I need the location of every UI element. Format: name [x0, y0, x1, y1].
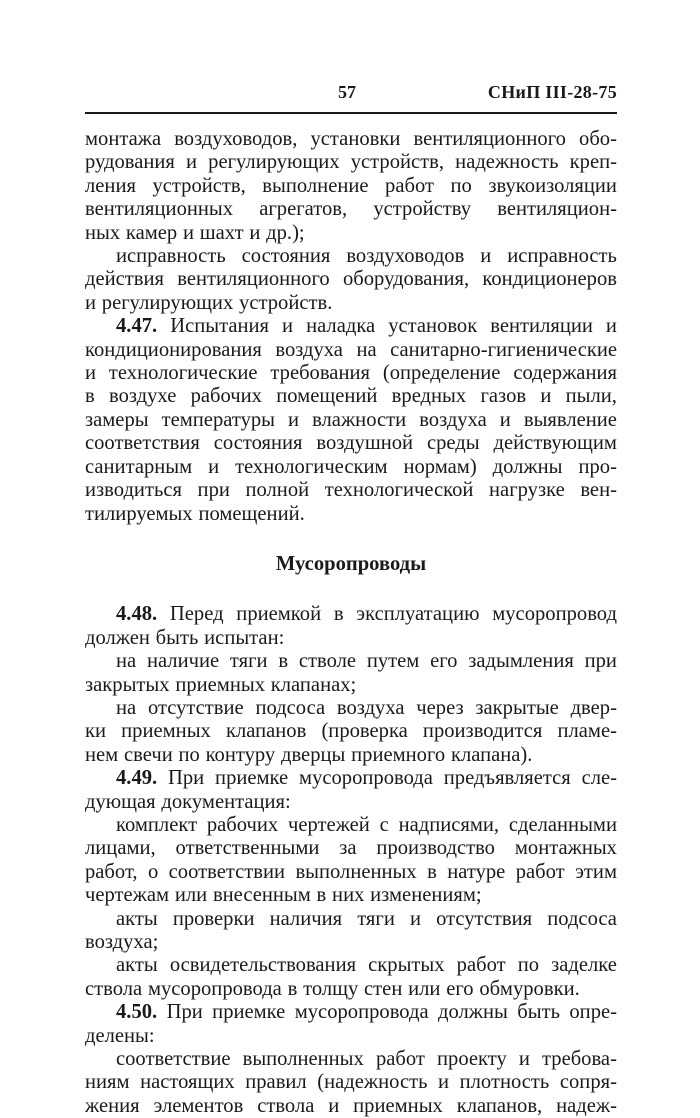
text-line: изводиться при полной технологической нагрузке вен- — [85, 479, 617, 502]
text-line: закрытых приемных клапанах; — [85, 673, 357, 696]
paragraph — [85, 245, 617, 315]
text-line: 4.50. При приемке мусоропровода должны быть опре- — [116, 1001, 617, 1024]
paragraph — [85, 650, 617, 697]
running-head — [85, 82, 617, 112]
paragraph — [85, 128, 617, 245]
text-line: ных камер и шахт и др.); — [85, 221, 305, 244]
header-rule — [85, 112, 617, 114]
text-line: и регулирующих устройств. — [85, 291, 333, 314]
text-line: комплект рабочих чертежей с надписями, сделанными — [116, 813, 617, 836]
text-line: работ, о соответствии выполненных в натуре работ этим — [85, 860, 617, 883]
text-line: 4.48. Перед приемкой в эксплуатацию мусоропровод — [116, 603, 617, 626]
text-line: на наличие тяги в стволе путем его задымления при — [116, 650, 617, 673]
text-line: лицами, ответственными за производство монтажных — [85, 837, 617, 860]
text-line: нем свечи по контуру дверцы приемного клапана). — [85, 743, 533, 766]
text-line: действия вентиляционного оборудования, кондиционеров — [85, 268, 617, 291]
text-line: рудования и регулирующих устройств, надежность креп- — [85, 151, 617, 174]
text-line: и технологические требования (определение содержания — [85, 362, 617, 385]
text-line: ствола мусоропровода в толщу стен или его обмуровки. — [85, 977, 580, 1000]
text-line: монтажа воздуховодов, установки вентиляционного обо- — [85, 128, 617, 150]
text-line: санитарным и технологическим нормам) должны про- — [85, 455, 617, 478]
text-line: жения элементов ствола и приемных клапанов, надеж- — [85, 1094, 617, 1117]
text-line: акты проверки наличия тяги и отсутствия подсоса — [116, 907, 617, 930]
text-line: на отсутствие подсоса воздуха через закрытые двер- — [116, 696, 617, 719]
paragraph — [85, 908, 617, 955]
text-line: 4.47. Испытания и наладка установок вентиляции и — [116, 315, 617, 338]
text-line: вентиляционных агрегатов, устройству вентиляцион- — [85, 198, 617, 221]
text-line: 4.49. При приемке мусоропровода предъявляется сле- — [116, 767, 617, 790]
clause-number: 4.50. — [116, 1001, 158, 1024]
text-line: замеры температуры и влажности воздуха и выявление — [85, 408, 617, 431]
clause-paragraph — [85, 603, 617, 650]
paragraph — [85, 697, 617, 767]
clause-paragraph — [85, 315, 617, 526]
paragraph — [85, 954, 617, 1001]
clause-paragraph — [85, 767, 617, 814]
text-line: тилируемых помещений. — [85, 502, 305, 525]
text-line: ниям настоящих правил (надежность и плотность сопря- — [85, 1071, 617, 1094]
document-body — [85, 128, 617, 1118]
clause-paragraph — [85, 1001, 617, 1048]
text-line: дующая документация: — [85, 790, 291, 813]
text-line: чертежам или внесенным в них изменениям; — [85, 884, 482, 907]
text-line: делены: — [85, 1024, 155, 1047]
text-line: ки приемных клапанов (проверка производится пламе- — [85, 720, 617, 743]
paragraph — [85, 814, 617, 908]
clause-number: 4.48. — [116, 603, 158, 626]
text-line: в воздухе рабочих помещений вредных газов и пыли, — [85, 385, 617, 408]
text-line: акты освидетельствования скрытых работ по заделке — [116, 954, 617, 977]
text-line: ления устройств, выполнение работ по звукоизоляции — [85, 174, 617, 197]
section-heading: Мусоропроводы — [275, 552, 427, 575]
paragraph — [85, 1048, 617, 1118]
page-number: 57 — [338, 82, 356, 102]
text-line: соответствие выполненных работ проекту и требова- — [116, 1048, 617, 1071]
text-line: исправность состояния воздуховодов и исправность — [116, 245, 617, 268]
clause-number: 4.47. — [116, 315, 158, 338]
text-line: должен быть испытан: — [85, 626, 285, 649]
document-code: СНиП III-28-75 — [487, 82, 617, 102]
text-line: соответствия состояния воздушной среды действующим — [85, 432, 617, 455]
text-line: кондиционирования воздуха на санитарно-гигиенические — [85, 338, 617, 361]
text-line: воздуха; — [85, 931, 159, 953]
clause-number: 4.49. — [116, 767, 158, 790]
document-page — [85, 82, 617, 1118]
